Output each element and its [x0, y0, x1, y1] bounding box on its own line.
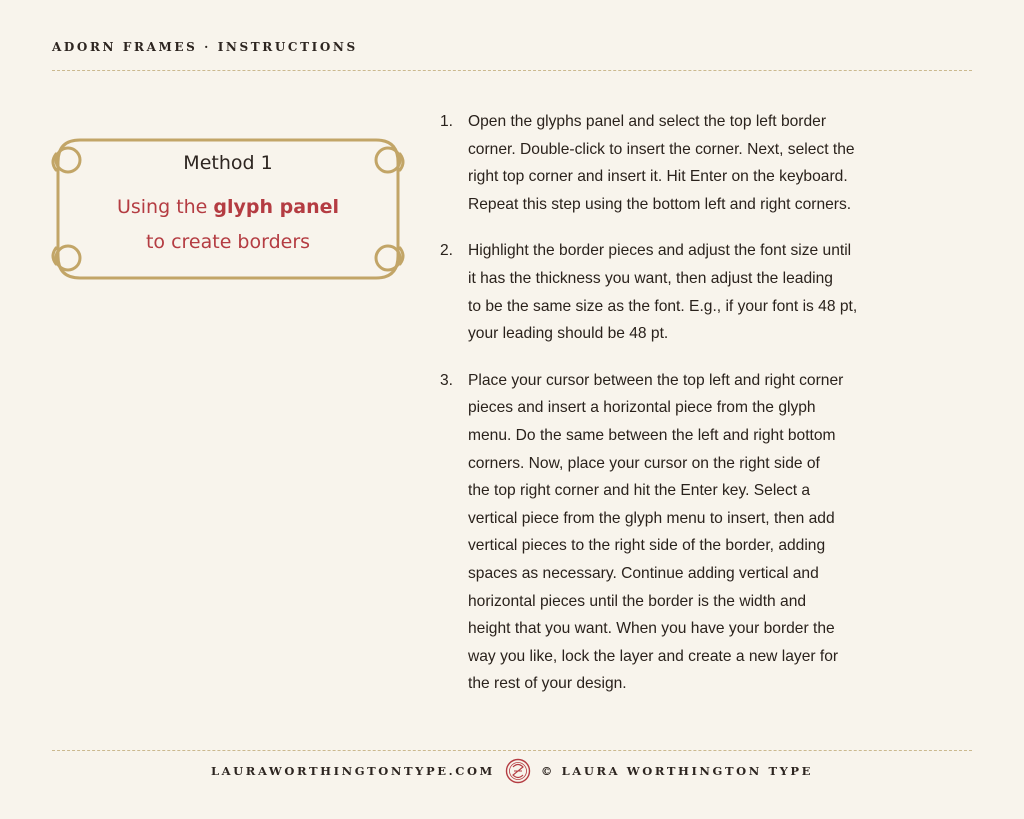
step-1 [440, 108, 920, 218]
step-line: Open the glyphs panel and select the top left border [468, 113, 827, 130]
step-line: the rest of your design. [468, 675, 627, 693]
step-line: pieces and insert a horizontal piece from the glyph [468, 399, 816, 417]
ornamental-monogram-icon [505, 758, 531, 784]
page-footer [0, 756, 1024, 786]
method-subtitle-line2: to create borders [145, 231, 311, 253]
step-number: 2. [440, 242, 454, 260]
step-line: corner. Double-click to insert the corner. Next, select the [468, 140, 855, 158]
step-line: Highlight the border pieces and adjust the font size until [468, 242, 852, 260]
step-line: horizontal pieces until the border is the width and [468, 592, 807, 610]
header-divider [52, 70, 972, 71]
step-line: the top right corner and hit the Enter key. Select a [468, 482, 811, 500]
step-line: vertical piece from the glyph menu to insert, then add [468, 509, 835, 527]
step-line: right top corner and insert it. Hit Enter on the keyboard. [468, 168, 848, 186]
step-line: menu. Do the same between the left and right bottom [468, 426, 836, 444]
step-number: 3. [440, 371, 454, 389]
step-line: Repeat this step using the bottom left and right corners. [468, 195, 852, 213]
step-number: 1. [440, 113, 454, 130]
footer-website-link[interactable]: LAURAWORTHINGTONTYPE.COM [210, 764, 495, 778]
step-line: it has the thickness you want, then adjust the leading [468, 269, 833, 287]
method-title: Method 1 [183, 152, 273, 174]
step-line: to be the same size as the font. E.g., if your font is 48 pt, [468, 297, 858, 315]
page-header: ADORN FRAMES · INSTRUCTIONS [52, 40, 358, 54]
step-line: height that you want. When you have your border the [468, 620, 835, 638]
method-subtitle-line1 [48, 196, 408, 218]
footer-divider [52, 750, 972, 751]
footer-copyright: © LAURA WORTHINGTON TYPE [540, 764, 814, 778]
step-line: Place your cursor between the top left and right corner [468, 371, 844, 389]
instruction-steps [440, 108, 920, 717]
step-2 [440, 237, 920, 347]
step-line: way you like, lock the layer and create a new layer for [468, 647, 839, 665]
step-line: vertical pieces to the right side of the border, adding [468, 537, 826, 555]
step-3 [440, 367, 920, 698]
step-line: spaces as necessary. Continue adding vertical and [468, 564, 819, 582]
method-subtitle-part: Using the [116, 196, 214, 218]
method-frame [48, 136, 408, 282]
method-subtitle-bold: glyph panel [213, 196, 340, 218]
step-line: corners. Now, place your cursor on the right side of [468, 454, 820, 472]
step-line: your leading should be 48 pt. [468, 325, 669, 343]
